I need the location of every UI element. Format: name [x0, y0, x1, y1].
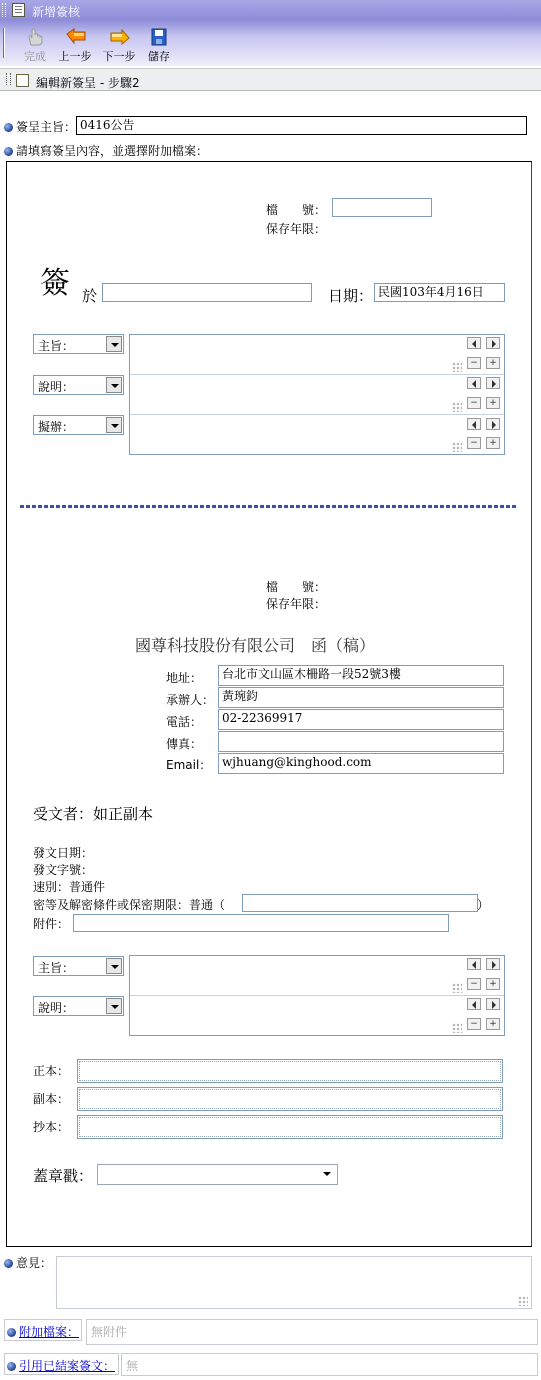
row-divider: [130, 374, 504, 375]
bullet-icon: [4, 123, 13, 132]
arrow-right-icon[interactable]: [486, 418, 500, 430]
minus-icon[interactable]: −: [467, 357, 481, 369]
minus-icon[interactable]: −: [467, 437, 481, 449]
proposal-field-label: 擬辦：: [38, 420, 75, 434]
toolbar: [0, 20, 541, 66]
reference-field[interactable]: 無: [121, 1353, 538, 1376]
address-label: 地址：: [166, 671, 203, 685]
grip-icon: [2, 3, 6, 17]
plus-icon[interactable]: +: [486, 357, 500, 369]
main-copy-input[interactable]: [77, 1059, 503, 1083]
plus-icon[interactable]: +: [486, 397, 500, 409]
previous-step-label: 上一步: [58, 50, 92, 63]
seal-select[interactable]: [97, 1164, 338, 1185]
resize-grip-icon[interactable]: [452, 442, 462, 452]
resize-grip-icon[interactable]: [452, 362, 462, 372]
fax-label: 傳真：: [166, 737, 203, 751]
disk-icon: [149, 28, 169, 46]
plus-icon[interactable]: +: [486, 978, 500, 990]
date-input[interactable]: 民國103年4月16日: [374, 283, 505, 302]
file-number-input[interactable]: [332, 198, 432, 217]
date-label: 日期：: [328, 287, 374, 305]
secrecy-input[interactable]: [242, 894, 478, 912]
next-step-label: 下一步: [102, 50, 136, 63]
attach-files-row: [7, 1323, 79, 1340]
arrow-right-icon[interactable]: [486, 958, 500, 970]
retention-label: 保存年限：: [266, 222, 327, 236]
arrow-right-icon: [109, 28, 129, 46]
attachment-input[interactable]: [73, 914, 449, 932]
sign-form-content-area[interactable]: [129, 334, 505, 455]
attach-files-link[interactable]: 附加檔案：: [19, 1325, 80, 1339]
arrow-left-icon[interactable]: [467, 337, 481, 349]
attachment-label: 附件：: [33, 917, 70, 931]
done-button[interactable]: [20, 28, 50, 66]
arrow-right-icon[interactable]: [486, 377, 500, 389]
arrow-left-icon[interactable]: [467, 418, 481, 430]
plus-icon[interactable]: +: [486, 1018, 500, 1030]
phone-label: 電話：: [166, 715, 203, 729]
resize-grip-icon[interactable]: [452, 402, 462, 412]
description-field-label: 說明：: [38, 380, 75, 394]
window-title: 新增簽核: [32, 5, 81, 19]
chevron-down-icon: [106, 377, 122, 393]
subject-field-label: 主旨：: [38, 339, 75, 353]
step-title: 編輯新簽呈 - 步驟2: [36, 76, 140, 90]
issue-date-label: 發文日期：: [33, 846, 94, 860]
description-field-select[interactable]: [33, 375, 124, 395]
copy-label: 抄本：: [33, 1120, 70, 1134]
step-bar: [0, 68, 541, 91]
opinion-label: 意見：: [16, 1256, 53, 1270]
minus-icon[interactable]: −: [467, 397, 481, 409]
recipient-text: 受文者：如正副本: [33, 805, 154, 823]
row-divider: [130, 414, 504, 415]
bullet-icon: [4, 1259, 13, 1268]
document-icon: [12, 3, 25, 17]
sign-heading: 簽: [40, 266, 70, 301]
chevron-down-icon: [106, 998, 122, 1014]
speed-label: 速別：普通件: [33, 880, 106, 894]
subject-input[interactable]: 0416公告: [76, 116, 527, 135]
previous-step-button[interactable]: [56, 28, 94, 66]
reference-link[interactable]: 引用已結案簽文：: [19, 1359, 116, 1373]
letter-subject-label: 主旨：: [38, 961, 75, 975]
arrow-right-icon[interactable]: [486, 998, 500, 1010]
document-icon: [16, 74, 29, 87]
next-step-button[interactable]: [100, 28, 138, 66]
subject-field-select[interactable]: [33, 334, 124, 354]
arrow-right-icon[interactable]: [486, 337, 500, 349]
copy-input[interactable]: [77, 1115, 503, 1139]
content-label: 請填寫簽呈內容，並選擇附加檔案：: [16, 144, 209, 158]
handler-label: 承辦人：: [166, 693, 215, 707]
window-title-bar: [0, 0, 541, 20]
opinion-label-row: [4, 1254, 52, 1271]
issue-number-label: 發文字號：: [33, 863, 94, 877]
secrecy-close: ）: [477, 898, 490, 912]
toolbar-separator: [3, 28, 5, 58]
chevron-down-icon: [106, 958, 122, 974]
letter-subject-select[interactable]: [33, 956, 124, 976]
letter-description-label: 說明：: [38, 1001, 75, 1015]
proposal-field-select[interactable]: [33, 415, 124, 435]
email-input[interactable]: wjhuang@kinghood.com: [218, 753, 504, 774]
content-label-row: [4, 142, 208, 159]
grip-icon: [6, 73, 11, 85]
file-number-label: 檔 號：: [266, 203, 327, 217]
done-button-label: 完成: [24, 50, 46, 63]
subject-label-row: [4, 118, 76, 135]
phone-input[interactable]: 02-22369917: [218, 709, 504, 730]
arrow-left-icon[interactable]: [467, 377, 481, 389]
arrow-left-icon: [65, 28, 85, 46]
handler-input[interactable]: 黃琬鈞: [218, 687, 504, 708]
bullet-icon: [7, 1328, 16, 1337]
hand-icon: [25, 28, 45, 46]
sign-at-input[interactable]: [102, 283, 312, 302]
cc-input[interactable]: [77, 1087, 503, 1111]
reference-row: [7, 1357, 115, 1374]
chevron-down-icon: [106, 417, 122, 433]
attach-files-field[interactable]: 無附件: [86, 1319, 538, 1345]
opinion-textarea[interactable]: [56, 1256, 532, 1309]
email-label: Email：: [166, 758, 212, 772]
letter-description-select[interactable]: [33, 996, 124, 1016]
resize-grip-icon[interactable]: [518, 1296, 528, 1306]
at-label: 於: [82, 287, 98, 305]
arrow-left-icon[interactable]: [467, 958, 481, 970]
save-button[interactable]: [144, 28, 174, 66]
save-button-label: 儲存: [148, 50, 170, 63]
minus-icon[interactable]: −: [467, 1018, 481, 1030]
secrecy-label: 密等及解密條件或保密期限：普通（: [33, 898, 226, 912]
seal-label: 蓋章戳：: [33, 1167, 94, 1185]
arrow-left-icon[interactable]: [467, 998, 481, 1010]
fax-input[interactable]: [218, 731, 504, 752]
subject-label: 簽呈主旨：: [16, 120, 77, 134]
bullet-icon: [4, 147, 13, 156]
address-input[interactable]: 台北市文山區木柵路一段52號3樓: [218, 665, 504, 686]
letter-file-number-label: 檔 號：: [266, 580, 327, 594]
chevron-down-icon: [106, 336, 122, 352]
chevron-down-icon: [323, 1172, 331, 1176]
main-copy-label: 正本：: [33, 1064, 70, 1078]
letter-retention-label: 保存年限：: [266, 597, 327, 611]
page-separator: [20, 505, 518, 508]
resize-grip-icon[interactable]: [452, 983, 462, 993]
plus-icon[interactable]: +: [486, 437, 500, 449]
minus-icon[interactable]: −: [467, 978, 481, 990]
company-title: 國尊科技股份有限公司 函（稿）: [135, 636, 376, 655]
resize-grip-icon[interactable]: [452, 1023, 462, 1033]
bullet-icon: [7, 1362, 16, 1371]
cc-label: 副本：: [33, 1092, 70, 1106]
row-divider: [130, 995, 504, 996]
